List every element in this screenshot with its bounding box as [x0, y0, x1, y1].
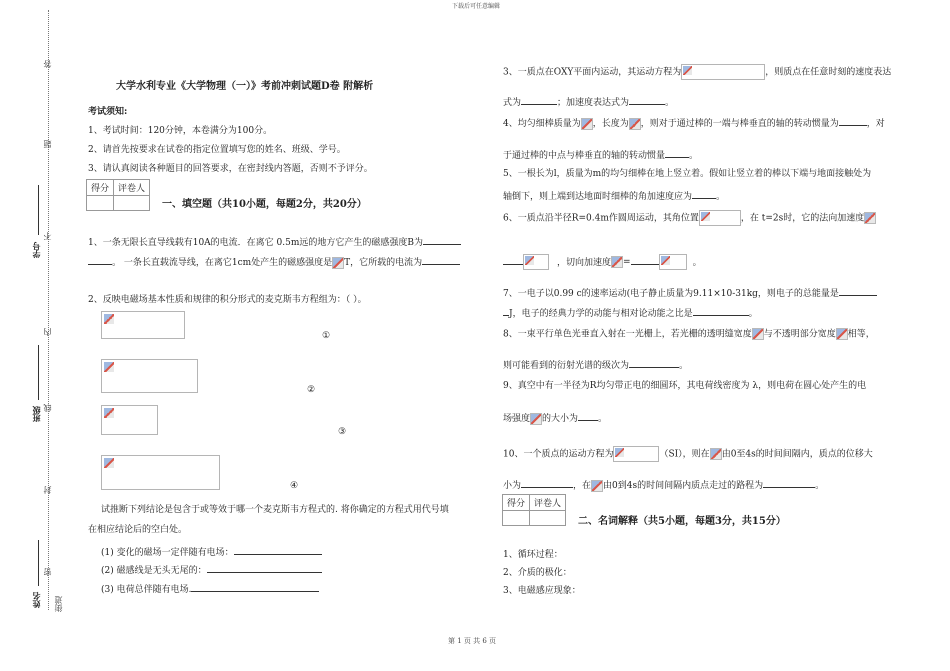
q8-text-c: 相等，	[847, 329, 875, 340]
binding-dotted-line	[48, 10, 49, 610]
q8-text-a: 8、一束平行单色光垂直入射在一光栅上，若光栅的透明缝宽度	[503, 329, 752, 340]
q2-sub-label: (2) 磁感线是无头无尾的：	[101, 566, 207, 576]
q6-text-e: =	[623, 257, 631, 268]
image-icon	[104, 314, 114, 324]
q3-text-e: 。	[665, 98, 675, 108]
section-heading: 一、填空题（共10小题，每题2分，共20分）	[162, 199, 367, 210]
q2-instruction: 试推断下列结论是包含于或等效于哪一个麦克斯韦方程式的. 将你确定的方程式用代号填	[101, 505, 449, 515]
formula-image-frame	[681, 64, 765, 80]
q2-instruction-cont: 在相应结论后的空白处。	[88, 525, 188, 535]
q4-text-c: ，则对于通过棒的一端与棒垂直的轴的转动惯量为	[640, 119, 839, 129]
q8-text-d: 则可能看到的衍射光谱的级次为	[503, 361, 630, 371]
notice-item: 3、请认真阅读各种题目的回答要求，在密封线内答题，否则不予评分。	[88, 164, 373, 174]
q2-sub-1	[101, 545, 322, 559]
q9-text-c: 的大小为	[542, 414, 579, 424]
answer-blank	[422, 255, 460, 265]
score-table	[86, 179, 150, 211]
equation-mark: ①	[322, 331, 331, 341]
formula-image-icon	[581, 118, 593, 130]
section-heading: 二、名词解释（共5小题，每题3分，共15分）	[578, 516, 786, 527]
formula-image-icon	[629, 118, 641, 130]
q10-text-e: ，在	[573, 481, 592, 491]
q1-text-b: 。 一条长直载流导线，在离它1cm处产生的磁感强度是	[112, 258, 333, 268]
q10-text-a: 10、一个质点的运动方程为	[503, 449, 614, 460]
class-label: 班级	[31, 406, 41, 422]
answer-blank	[839, 116, 867, 126]
q9-text-b: 场强度	[503, 414, 531, 424]
q3-text-b: ，则质点在任意时刻的速度表达	[765, 67, 892, 78]
answer-blank	[207, 563, 322, 573]
q3-text-c: 式为	[503, 98, 522, 108]
grader-cell: 评卷人	[530, 495, 566, 511]
question-1	[88, 235, 461, 249]
binding-char: 封	[43, 486, 52, 494]
q1-text-a: 1、一条无限长直导线载有10A的电流．在离它 0.5m远的地方它产生的磁感强度B为	[88, 238, 424, 248]
q6-text-a: 6、一质点沿半径R=0.4m作圆周运动，其角位置	[503, 213, 699, 224]
q9-text-d: 。	[598, 414, 608, 424]
binding-char: 答	[43, 60, 52, 68]
question-8	[503, 328, 875, 341]
grader-blank	[114, 196, 150, 211]
q8-text-e: 。	[679, 361, 689, 371]
q5-text-b: 轴倒下，则上端到达地面时细棒的角加速度应为	[503, 192, 693, 202]
binding-extra: 街道	[54, 596, 63, 612]
question-6-cont	[503, 254, 702, 270]
question-4	[503, 116, 885, 130]
student-id-label: 学号	[31, 242, 41, 258]
question-3	[503, 64, 891, 80]
q6-text-b: ，在 t=2s时，它的法向加速度	[740, 213, 865, 224]
equation-image-3	[101, 405, 158, 435]
equation-mark: ②	[307, 385, 316, 395]
formula-image-frame	[699, 210, 741, 226]
equation-image-4	[101, 455, 220, 490]
name-line	[38, 540, 39, 586]
q6-text-f: 。	[692, 257, 702, 268]
q4-text-d: ，对	[866, 119, 885, 129]
q7-text-b: J，电子的经典力学的动能与相对论动能之比是	[509, 309, 693, 319]
q3-text-d: ；加速度表达式为	[557, 98, 630, 108]
notice-heading: 考试须知:	[88, 107, 128, 117]
page-footer: 第 1 页 共 6 页	[448, 637, 497, 645]
grader-cell: 评卷人	[114, 180, 150, 196]
q4-text-b: ，长度为	[592, 119, 629, 129]
q10-text-d: 小为	[503, 481, 522, 491]
q7-text-c: 。	[748, 309, 758, 319]
answer-blank	[692, 189, 716, 199]
header-note: 下载后可任意编辑	[452, 3, 501, 10]
name-label: 姓名	[31, 592, 41, 608]
q2-sub-label: (3) 电荷总伴随有电场.	[101, 585, 192, 595]
binding-char: 内	[43, 328, 52, 336]
q10-text-b: （SI），则在	[659, 449, 710, 460]
question-3-cont	[503, 95, 674, 109]
answer-blank	[839, 286, 877, 296]
q4-text-e: 于通过棒的中点与棒垂直的轴的转动惯量	[503, 151, 666, 161]
answer-blank	[578, 411, 598, 421]
image-icon	[104, 362, 114, 372]
question-2: 2、反映电磁场基本性质和规律的积分形式的麦克斯韦方程组为：（ ）。	[88, 295, 367, 305]
equation-mark: ③	[338, 427, 347, 437]
formula-image-frame	[523, 254, 549, 270]
formula-image-frame	[659, 254, 687, 270]
question-1-cont	[88, 255, 460, 269]
notice-item: 2、请首先按要求在试卷的指定位置填写您的姓名、班级、学号。	[88, 145, 346, 155]
answer-blank	[629, 95, 665, 105]
term-item: 2、介质的极化：	[503, 568, 572, 578]
question-7	[503, 286, 877, 300]
question-6	[503, 210, 876, 226]
q8-text-b: 与不透明部分宽度	[763, 329, 836, 340]
formula-image-icon	[530, 413, 542, 425]
q10-text-g: 。	[815, 481, 825, 491]
page-title: 大学水利专业《大学物理（一）》考前冲刺试题D卷 附解析	[116, 81, 374, 92]
formula-image-icon	[864, 212, 876, 224]
question-9: 9、真空中有一半径为R均匀带正电的细圆环，其电荷线密度为 λ，则电荷在圆心处产生的电	[503, 381, 867, 391]
equation-image-2	[101, 359, 198, 393]
binding-char: 线	[43, 404, 52, 412]
formula-image-icon	[710, 448, 722, 460]
image-icon	[104, 408, 114, 418]
formula-image-icon	[611, 256, 623, 268]
equation-image-1	[101, 311, 185, 339]
score-cell: 得分	[87, 180, 114, 196]
answer-blank	[631, 255, 659, 265]
term-item: 1、循环过程：	[503, 550, 563, 560]
question-10	[503, 446, 873, 462]
question-10-cont	[503, 478, 824, 492]
question-5: 5、一根长为l，质量为m的均匀细棒在地上竖立着。假如让竖立着的棒以下端与地面接触处为	[503, 169, 872, 179]
question-8-cont	[503, 358, 688, 372]
answer-blank	[88, 255, 112, 265]
q1-text-c: T，它所载的电流为	[344, 258, 423, 268]
binding-char: 题	[43, 140, 52, 148]
question-5-cont	[503, 189, 725, 203]
answer-blank	[234, 545, 322, 555]
q7-text-a: 7、一电子以0.99 c的速率运动(电子静止质量为9.11×10-31kg，则电子的总能量是	[503, 289, 839, 299]
image-icon	[104, 458, 114, 468]
q2-sub-label: (1) 变化的磁场一定伴随有电场：	[101, 548, 234, 558]
formula-image-icon	[332, 257, 344, 269]
q10-text-f: 由0到4s的时间间隔内质点走过的路程为	[603, 481, 764, 491]
q4-text-a: 4、均匀细棒质量为	[503, 119, 581, 129]
answer-blank	[521, 95, 557, 105]
term-item: 3、电磁感应现象：	[503, 586, 581, 596]
student-id-line	[38, 185, 39, 235]
answer-blank	[521, 478, 573, 488]
q4-text-f: 。	[689, 151, 699, 161]
equation-mark: ④	[290, 481, 299, 491]
answer-blank	[763, 478, 815, 488]
formula-image-icon	[752, 328, 764, 340]
answer-blank	[503, 255, 523, 265]
grader-blank	[530, 511, 566, 526]
answer-blank	[423, 235, 461, 245]
answer-blank	[693, 306, 749, 316]
formula-image-icon	[591, 480, 603, 492]
q2-sub-2	[101, 563, 322, 577]
answer-blank	[629, 358, 679, 368]
notice-item: 1、考试时间：120分钟，本卷满分为100分。	[88, 126, 273, 136]
answer-blank	[665, 148, 689, 158]
formula-image-frame	[613, 446, 659, 462]
formula-image-icon	[836, 328, 848, 340]
score-blank	[87, 196, 114, 211]
question-7-cont	[503, 306, 758, 320]
q5-text-c: 。	[716, 192, 726, 202]
class-line	[38, 345, 39, 400]
q6-text-d: ，切向加速度	[557, 257, 612, 268]
answer-blank	[191, 582, 319, 592]
question-9-cont	[503, 411, 607, 425]
q2-sub-3	[101, 582, 319, 596]
question-4-cont	[503, 148, 698, 162]
score-table	[502, 494, 566, 526]
score-blank	[503, 511, 530, 526]
binding-char: 密	[43, 568, 52, 576]
q10-text-c: 由0至4s的时间间隔内，质点的位移大	[721, 449, 873, 460]
score-cell: 得分	[503, 495, 530, 511]
q3-text-a: 3、一质点在OXY平面内运动，其运动方程为	[503, 67, 682, 78]
binding-char: 不	[43, 232, 52, 240]
